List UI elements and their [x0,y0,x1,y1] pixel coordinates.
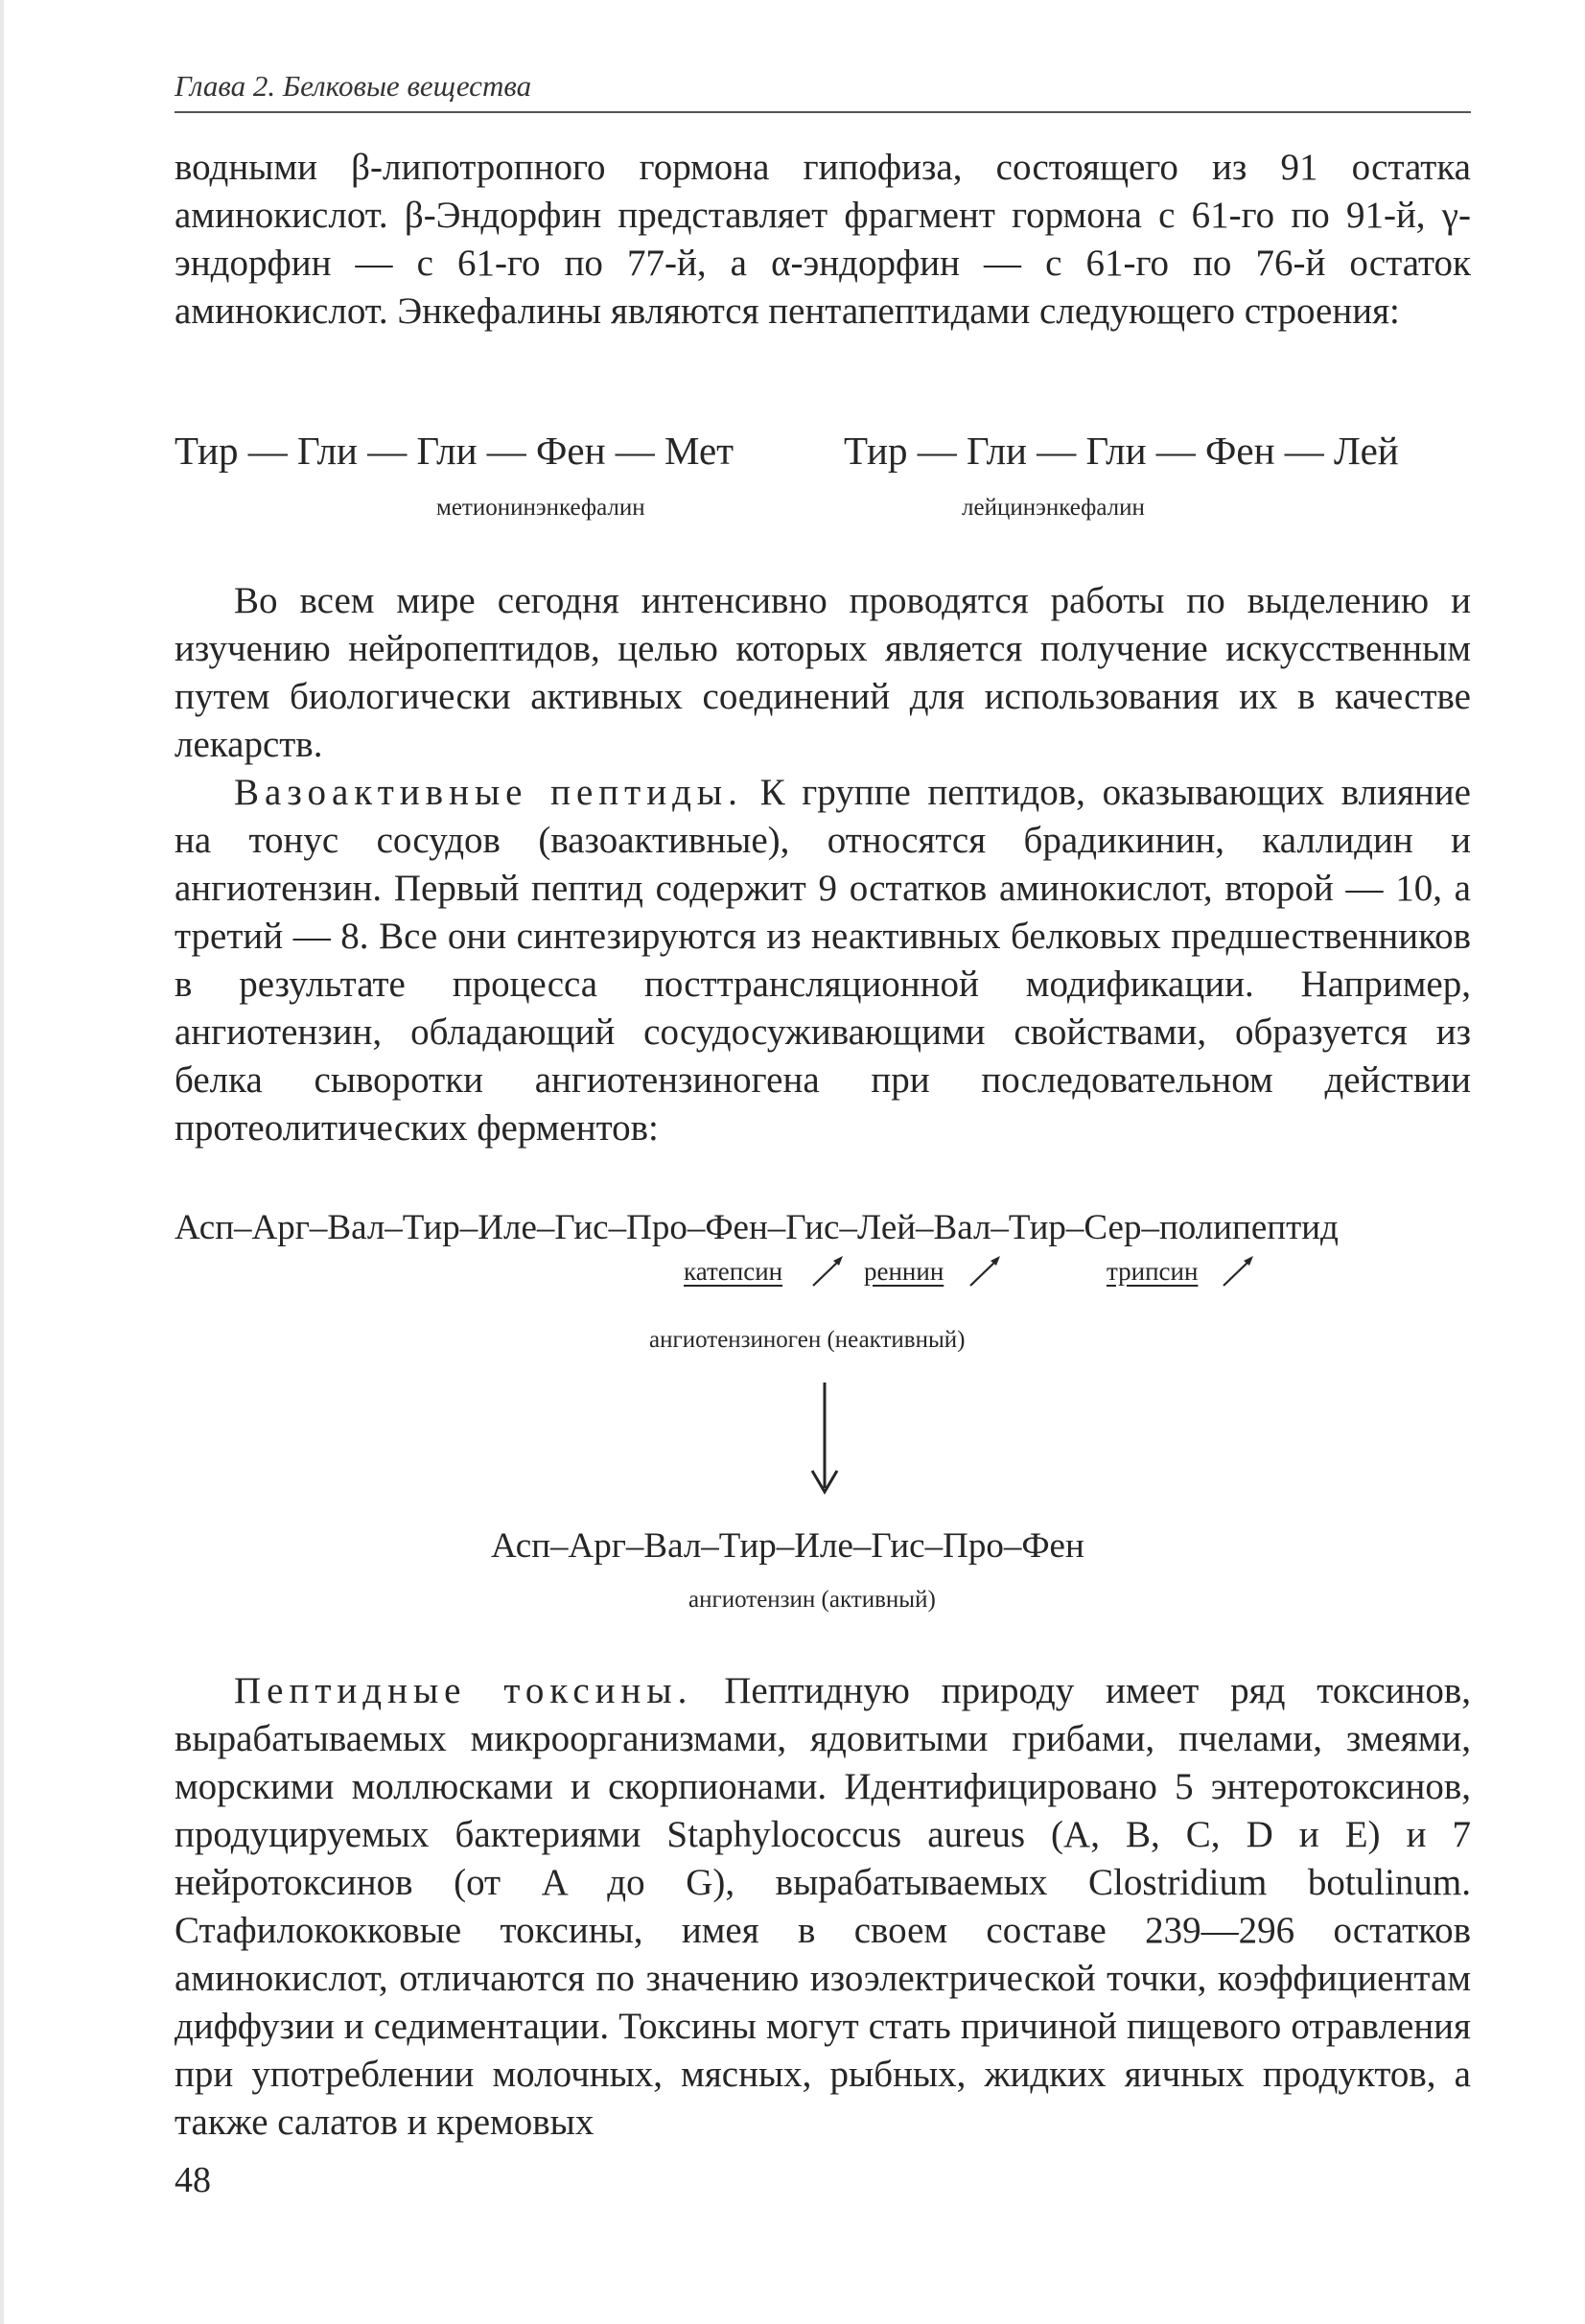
angiotensin-label: ангиотензин (активный) [688,1587,936,1613]
enzyme-trypsin [1107,1257,1198,1287]
section-heading-vasoactive: Вазоактивные пептиды. [234,772,743,813]
paragraph-vasoactive-text: К группе пептидов, оказывающих влияние на тонус сосудов (вазоактивные), относятся брадикинин, каллидин и ангиотензин. Первый пептид содержит 9 остатков аминокислот, второй — 10, а третий — 8. Все они синтезируются из неактивных белковых предшественников в результате процесса посттрансляционной модификации. Например, ангиотензин, обладающий сосудосуживающими свойствами, образуется из белка сыворотки ангиотензиногена при последовательном действии протеолитических ферментов: [175,772,1471,1149]
running-head: Глава 2. Белковые вещества [175,69,532,103]
paragraph-vasoactive [175,769,1471,1152]
paragraph-endorphins: водными β-липотропного гормона гипофиза, состоящего из 91 остатка аминокислот. β-Эндорфин представляет фрагмент гормона с 61-го по 91-й, γ-эндорфин — с 61-го по 77-й, а α-эндорфин — с 61-го по 76-й остаток аминокислот. Энкефалины являются пентапептидами следующего строения: [175,147,1471,332]
enzyme-cathepsin [684,1257,782,1287]
paragraph-neuropeptides: Во всем мире сегодня интенсивно проводятся работы по выделению и изучению нейропептидов, целью которых является получение искусственным путем биологически активных соединений для использования их в качестве лекарств. [175,580,1471,765]
leu-enkephalin-formula: Тир — Гли — Гли — Фен — Лей [844,429,1399,473]
paragraph-toxins [175,1667,1471,2147]
rennin-cleavage-arrow-icon [968,1254,1003,1289]
page-number: 48 [175,2160,211,2200]
enzyme-rennin [864,1257,944,1287]
angiotensinogen-formula: Асп–Арг–Вал–Тир–Иле–Гис–Про–Фен–Гис–Лей–Вал–Тир–Сер–полипептид [175,1208,1339,1247]
leu-enkephalin-name: лейцинэнкефалин [962,495,1145,521]
conversion-down-arrow-icon [805,1383,844,1498]
section-heading-toxins: Пептидные токсины. [234,1670,693,1711]
header-rule [175,111,1471,113]
enzyme-rennin-label: реннин [864,1257,944,1286]
angiotensin-formula: Асп–Арг–Вал–Тир–Иле–Гис–Про–Фен [491,1526,1084,1566]
met-enkephalin-name: метионинэнкефалин [436,495,645,521]
trypsin-cleavage-arrow-icon [1222,1254,1256,1289]
angiotensinogen-label: ангиотензиноген (неактивный) [649,1327,966,1353]
met-enkephalin-formula: Тир — Гли — Гли — Фен — Мет [175,429,734,473]
enzyme-cathepsin-label: катепсин [684,1257,783,1286]
cathepsin-cleavage-arrow-icon [811,1254,846,1289]
enzyme-trypsin-label: трипсин [1107,1257,1199,1286]
paragraph-toxins-text: Пептидную природу имеет ряд токсинов, вырабатываемых микроорганизмами, ядовитыми грибами, пчелами, змеями, морскими моллюсками и скорпионами. Идентифицировано 5 энтеротоксинов, продуцируемых бактериями Staphylococcus aureus (A, B, C, D и E) и 7 нейротоксинов (от A до G), вырабатываемых Clostridium botulinum. Стафилококковые токсины, имея в своем составе 239—296 остатков аминокислот, отличаются по значению изоэлектрической точки, коэффициентам диффузии и седиментации. Токсины могут стать причиной пищевого отравления при употреблении молочных, мясных, рыбных, жидких яичных продуктов, а также салатов и кремовых [175,1670,1472,2143]
page-edge [0,0,4,2324]
